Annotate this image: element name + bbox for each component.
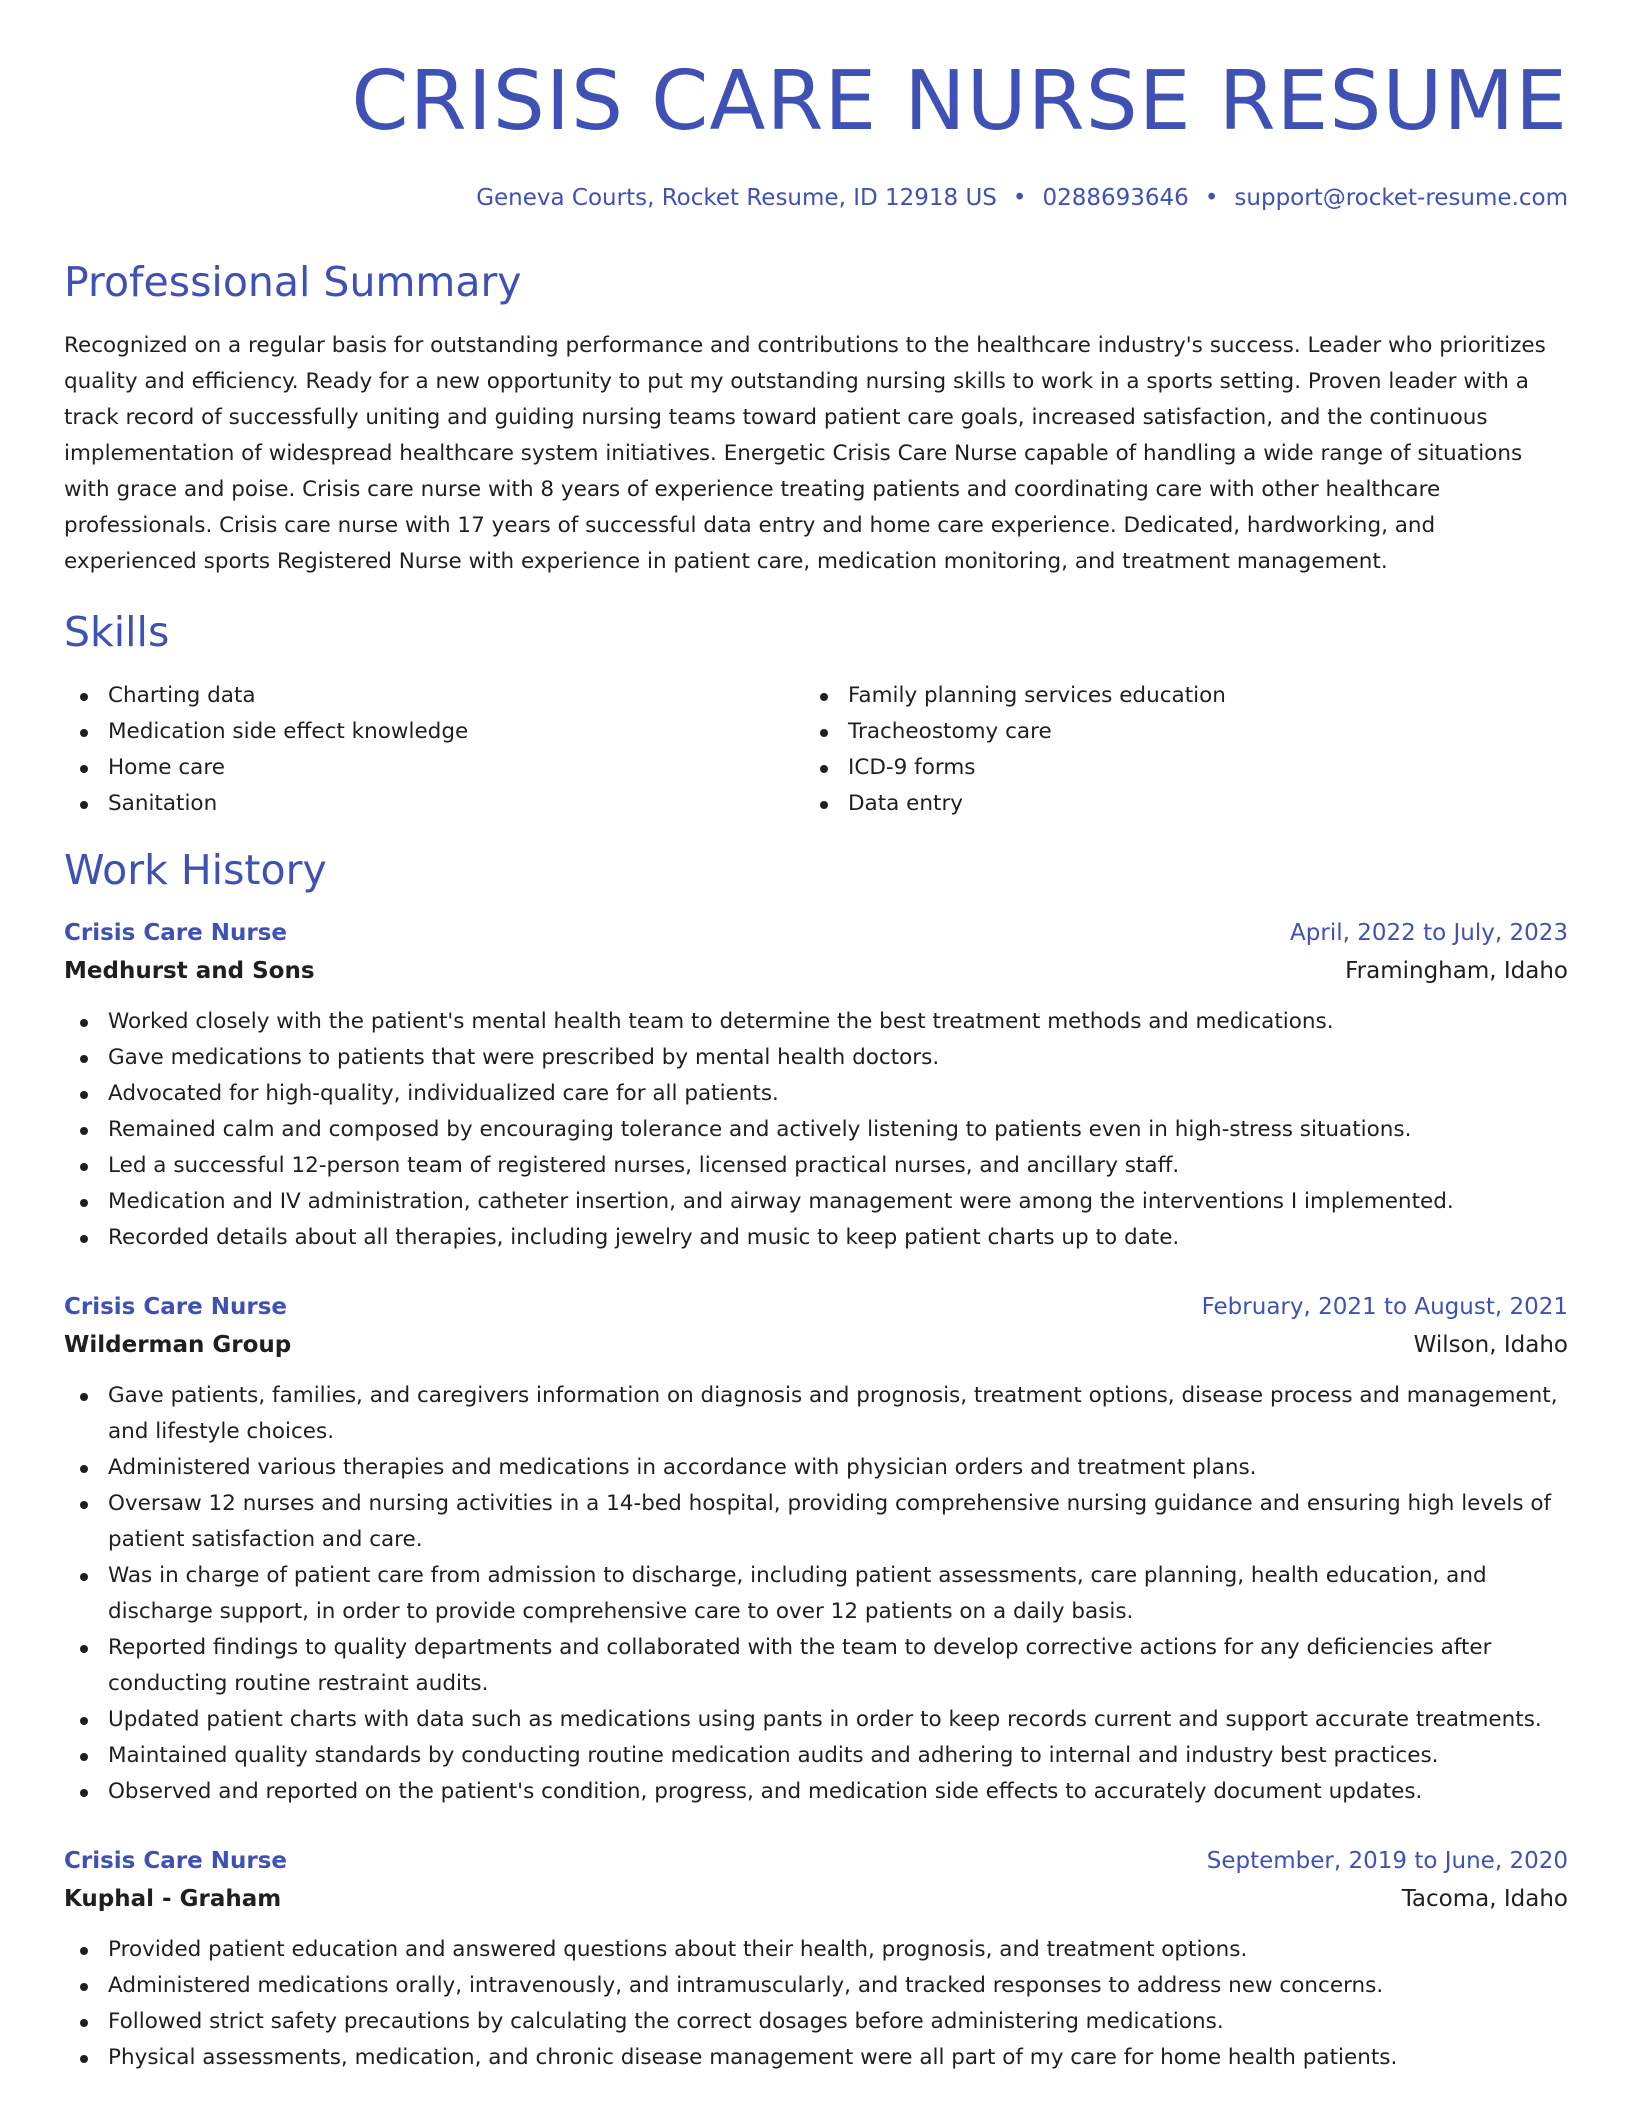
skill-item: Family planning services education [804, 678, 1544, 714]
resume-title: CRISIS CARE NURSE RESUME [351, 54, 1568, 149]
contact-info [64, 182, 1568, 214]
job-duty: Worked closely with the patient's mental health team to determine the best treatment methods and medications. [64, 1004, 1568, 1040]
resume-header [64, 52, 1568, 214]
job-duty: Oversaw 12 nurses and nursing activities in a 14-bed hospital, providing comprehensive nursing guidance and ensuring high levels of patient satisfaction and care. [64, 1486, 1568, 1558]
job-duty: Updated patient charts with data such as medications using pants in order to keep records current and support accurate treatments. [64, 1702, 1568, 1738]
contact-email[interactable]: support@rocket-resume.com [1234, 185, 1568, 211]
summary-text: Recognized on a regular basis for outstanding performance and contributions to the healthcare industry's success. Leader who prioritizes quality and efficiency. Ready for a new opportunity to put my outstanding nursing skills to work in a sports setting. Proven leader with a track record of successfully uniting and guiding nursing teams toward patient care goals, increased satisfaction, and the continuous implementation of widespread healthcare system initiatives. Energetic Crisis Care Nurse capable of handling a wide range of situations with grace and poise. Crisis care nurse with 8 years of experience treating patients and coordinating care with other healthcare professionals. Crisis care nurse with 17 years of successful data entry and home care experience. Dedicated, hardworking, and experienced sports Registered Nurse with experience in patient care, medication monitoring, and treatment management. [64, 333, 1546, 574]
job-duty: Remained calm and composed by encouraging tolerance and actively listening to patients even in high-stress situations. [64, 1112, 1568, 1148]
job-company: Medhurst and Sons [64, 958, 315, 984]
summary-heading: Professional Summary [64, 258, 522, 306]
job-header-row [64, 1288, 1568, 1326]
job-dates: September, 2019 to June, 2020 [1206, 1848, 1568, 1874]
job-duty: Medication and IV administration, catheter insertion, and airway management were among the interventions I implemented. [64, 1184, 1568, 1220]
job-title: Crisis Care Nurse [64, 920, 287, 946]
job-duties [64, 1932, 1568, 2076]
skill-item: ICD-9 forms [804, 750, 1544, 786]
job-duty: Gave medications to patients that were prescribed by mental health doctors. [64, 1040, 1568, 1076]
skill-item: Sanitation [64, 786, 804, 822]
job-duty: Administered medications orally, intravenously, and intramuscularly, and tracked responses to address new concerns. [64, 1968, 1568, 2004]
summary-section [64, 256, 1568, 580]
job-duty: Recorded details about all therapies, including jewelry and music to keep patient charts up to date. [64, 1220, 1568, 1256]
contact-address: Geneva Courts, Rocket Resume, ID 12918 US [476, 185, 997, 211]
job-entry [64, 1288, 1568, 1810]
skills-section [64, 606, 1568, 822]
skill-item: Charting data [64, 678, 804, 714]
job-duty: Advocated for high-quality, individualized care for all patients. [64, 1076, 1568, 1112]
job-company: Wilderman Group [64, 1332, 292, 1358]
skills-heading: Skills [64, 608, 170, 656]
job-duty: Gave patients, families, and caregivers information on diagnosis and prognosis, treatment options, disease process and management, and lifestyle choices. [64, 1378, 1568, 1450]
skill-item: Medication side effect knowledge [64, 714, 804, 750]
skills-left-column [64, 678, 804, 822]
job-duty: Provided patient education and answered questions about their health, prognosis, and treatment options. [64, 1932, 1568, 1968]
job-duty: Observed and reported on the patient's condition, progress, and medication side effects to accurately document updates. [64, 1774, 1568, 1810]
skill-item: Data entry [804, 786, 1544, 822]
skills-right-column [804, 678, 1544, 822]
contact-separator: • [1204, 185, 1219, 211]
job-duties [64, 1378, 1568, 1810]
job-duties [64, 1004, 1568, 1256]
job-duty: Followed strict safety precautions by calculating the correct dosages before administering medications. [64, 2004, 1568, 2040]
job-dates: April, 2022 to July, 2023 [1290, 920, 1568, 946]
skills-grid [64, 678, 1568, 822]
skill-item: Home care [64, 750, 804, 786]
job-duty: Physical assessments, medication, and chronic disease management were all part of my care for home health patients. [64, 2040, 1568, 2076]
job-header-row [64, 914, 1568, 952]
job-title: Crisis Care Nurse [64, 1294, 287, 1320]
job-company-row [64, 1880, 1568, 1918]
job-duty: Administered various therapies and medications in accordance with physician orders and treatment plans. [64, 1450, 1568, 1486]
work-history-section [64, 844, 1568, 2076]
contact-phone[interactable]: 0288693646 [1042, 185, 1189, 211]
job-title: Crisis Care Nurse [64, 1848, 287, 1874]
job-entry [64, 1842, 1568, 2076]
contact-separator: • [1012, 185, 1027, 211]
job-company-row [64, 952, 1568, 990]
job-duty: Led a successful 12-person team of registered nurses, licensed practical nurses, and ancillary staff. [64, 1148, 1568, 1184]
job-location: Framingham, Idaho [1345, 958, 1568, 984]
work-history-heading: Work History [64, 846, 327, 894]
job-company: Kuphal - Graham [64, 1886, 282, 1912]
job-duty: Reported findings to quality departments and collaborated with the team to develop corrective actions for any deficiencies after conducting routine restraint audits. [64, 1630, 1568, 1702]
job-location: Wilson, Idaho [1413, 1332, 1568, 1358]
job-header-row [64, 1842, 1568, 1880]
job-dates: February, 2021 to August, 2021 [1201, 1294, 1568, 1320]
job-company-row [64, 1326, 1568, 1364]
job-entry [64, 914, 1568, 1256]
skill-item: Tracheostomy care [804, 714, 1544, 750]
job-duty: Maintained quality standards by conducting routine medication audits and adhering to internal and industry best practices. [64, 1738, 1568, 1774]
job-location: Tacoma, Idaho [1401, 1886, 1568, 1912]
job-duty: Was in charge of patient care from admission to discharge, including patient assessments, care planning, health education, and discharge support, in order to provide comprehensive care to over 12 patients on a daily basis. [64, 1558, 1568, 1630]
